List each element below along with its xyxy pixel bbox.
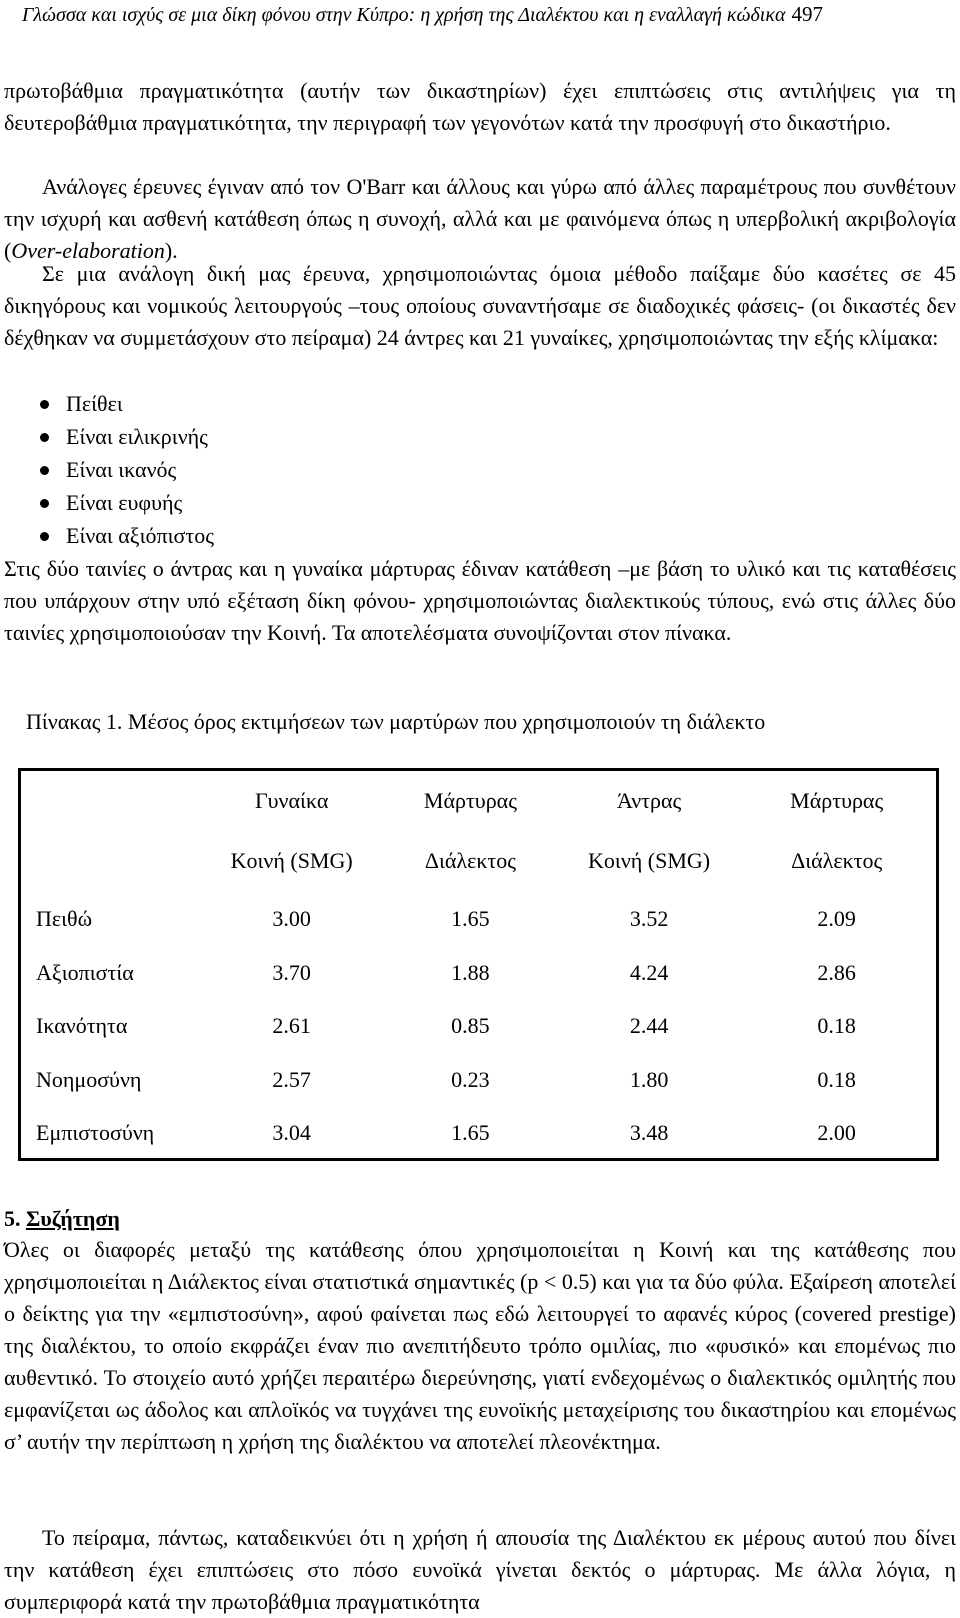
over-elaboration-term: Over-elaboration [11,238,165,263]
paragraph-2 [4,171,956,267]
table-cell: 0.18 [817,1012,856,1038]
table-cell: 4.24 [629,959,669,985]
row-label: Αξιοπιστία [36,959,134,985]
table-cell: Μάρτυρας [423,788,517,813]
table-cell: 1.80 [629,1067,669,1092]
section-title: Συζήτηση [26,1206,120,1231]
list-item: Είναι ευφυής [40,486,214,519]
section-number: 5. [4,1206,21,1231]
table-cell: Κοινή (SMG) [588,848,711,873]
paragraph-2-text: Ανάλογες έρευνες έγιναν από τον O'Barr και άλλους και γύρω από άλλες παραμέτρους που συνθέτουν την ισχυρή και ασθενή κατάθεση όπως η συνοχή, αλλά και με φαινόμενα όπως η υπερβολική ακριβολογία ( [4,174,956,263]
running-header [22,0,960,28]
table-row [20,1053,938,1107]
list-item: Πείθει [40,387,214,420]
table-cell [20,770,204,832]
results-table [18,768,939,1161]
table-header-row-2 [20,831,938,891]
table-cell: Άντρας [616,788,682,813]
table-cell: Διάλεκτος [424,848,516,873]
table-cell [20,831,204,891]
table-row [20,947,938,998]
table-cell: 2.86 [817,959,856,985]
table-cell: 1.65 [451,906,490,931]
page-number: 497 [791,2,823,26]
row-label: Νοημοσύνη [36,1067,142,1092]
table-row [20,891,938,947]
table-caption: Πίνακας 1. Μέσος όρος εκτιμήσεων των μαρτύρων που χρησιμοποιούν τη διάλεκτο [26,709,766,734]
table-cell: Διάλεκτος [791,848,883,873]
table-cell: 3.00 [272,906,311,931]
row-label: Πειθώ [36,906,93,931]
paragraph-3: Σε μια ανάλογη δική μας έρευνα, χρησιμοποιώντας όμοια μέθοδο παίξαμε δύο κασέτες σε 45 δικηγόρους και νομικούς λειτουργούς –τους οποίους συναντήσαμε σε διαδοχικές φάσεις- (οι δικαστές δεν δέχθηκαν να συμμετάσχουν στο πείραμα) 24 άντρες και 21 γυναίκες, χρησιμοποιώντας την εξής κλίμακα: [4,261,956,350]
table-row [20,998,938,1053]
table-cell: 1.65 [451,1119,490,1145]
table-cell: 0.23 [451,1067,490,1092]
table-cell: 2.00 [817,1119,856,1145]
table-cell: 1.88 [451,959,490,985]
list-item: Είναι ικανός [40,453,214,486]
table-row [20,1107,938,1160]
table-cell: 3.04 [272,1119,311,1145]
discussion-paragraph-1: Όλες οι διαφορές μεταξύ της κατάθεσης όπου χρησιμοποιείται η Κοινή και της κατάθεσης που χρησιμοποιείται η Διάλεκτος είναι στατιστικά σημαντικές (p < 0.5) και για τα δύο φύλα. Εξαίρεση αποτελεί ο δείκτης για την «εμπιστοσύνη», αφού φαίνεται πως εδώ λειτουργεί το αφανές κύρος (covered prestige) της διαλέκτου, το οποίο εκφράζει έναν πιο ανεπιτήδευτο τρόπο ομιλίας, πιο «φυσικό» και επομένως πιο αυθεντικό. Το στοιχείο αυτό χρήζει περαιτέρω διερεύνησης, γιατί ενδεχομένως ο διαλεκτικός ομιλητής που εμφανίζεται ως άδολος και απλοϊκός να τυγχάνει της ευνοϊκής μεταχείρισης του δικαστηρίου και επομένως σ’ αυτήν την περίπτωση η χρήση της διαλέκτου να αποτελεί πλεονέκτημα. [4,1237,956,1454]
paragraph-4: Στις δύο ταινίες ο άντρας και η γυναίκα μάρτυρας έδιναν κατάθεση –με βάση το υλικό και τις καταθέσεις που υπάρχουν στην υπό εξέταση δίκη φόνου- χρησιμοποιώντας διαλεκτικούς τύπους, ενώ στις άλλες δύο ταινίες χρησιμοποιούσαν την Κοινή. Τα αποτελέσματα συνοψίζονται στον πίνακα. [4,556,956,645]
table-cell: Κοινή (SMG) [230,848,353,873]
table-cell: 2.09 [817,906,856,931]
table-cell: 0.18 [817,1067,856,1092]
rating-scale-list [40,387,214,552]
row-label: Εμπιστοσύνη [36,1119,155,1145]
list-item: Είναι αξιόπιστος [40,519,214,552]
section-heading [4,1204,120,1234]
table-cell: Μάρτυρας [790,788,884,813]
running-title: Γλώσσα και ισχύς σε μια δίκη φόνου στην Κύπρο: η χρήση της Διαλέκτου και η εναλλαγή κώδικα [22,4,786,26]
table-header-row-1 [20,770,938,832]
discussion-paragraph-2: Το πείραμα, πάντως, καταδεικνύει ότι η χρήση ή απουσία της Διαλέκτου εκ μέρους αυτού που δίνει την κατάθεση έχει επιπτώσεις στο πόσο ευνοϊκά γίνεται δεκτός ο μάρτυρας. Με άλλα λόγια, η συμπεριφορά κατά την πρωτοβάθμια πραγματικότητα [4,1525,956,1614]
table-cell: 2.44 [629,1012,669,1038]
list-item: Είναι ειλικρινής [40,420,214,453]
table-cell: 3.52 [629,906,669,931]
table-cell: 2.57 [272,1067,311,1092]
table-cell: 3.48 [629,1119,669,1145]
paragraph-2-end: ). [164,238,178,263]
paragraph-1: πρωτοβάθμια πραγματικότητα (αυτήν των δικαστηρίων) έχει επιπτώσεις στις αντιλήψεις για τη δευτεροβάθμια πραγματικότητα, την περιγραφή των γεγονότων κατά την προσφυγή στο δικαστήριο. [4,78,956,135]
table-cell: 0.85 [451,1012,490,1038]
table-cell: Γυναίκα [254,788,329,813]
row-label: Ικανότητα [36,1012,128,1038]
table-cell: 3.70 [272,959,311,985]
table-cell: 2.61 [272,1012,311,1038]
